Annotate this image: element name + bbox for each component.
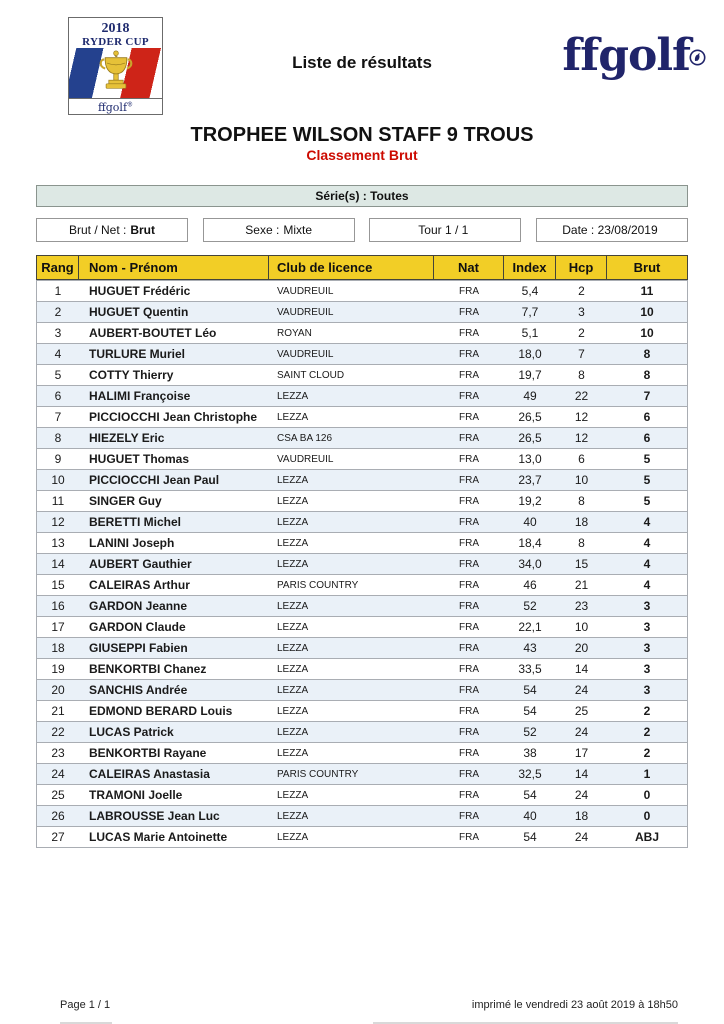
cell-index: 46: [523, 578, 537, 592]
table-row: [36, 532, 688, 554]
cell-nom: SINGER Guy: [89, 494, 162, 508]
cell-brut: 4: [643, 557, 651, 571]
filter-value: Brut: [130, 223, 156, 237]
filter-label: Sexe :: [245, 223, 280, 237]
ffgolf-logo-text: ffgolf: [562, 30, 690, 81]
table-row: [36, 658, 688, 680]
cell-club: VAUDREUIL: [277, 307, 334, 318]
cell-club: SAINT CLOUD: [277, 370, 345, 381]
cell-nom: PICCIOCCHI Jean Paul: [89, 473, 220, 487]
filter-box-brut-net: [36, 218, 188, 242]
cell-nat: FRA: [459, 601, 479, 612]
cell-brut: 6: [643, 431, 651, 445]
table-row: [36, 763, 688, 785]
cell-brut: 6: [643, 410, 651, 424]
cell-hcp: 7: [578, 347, 585, 361]
table-row: [36, 574, 688, 596]
cell-rang: 20: [51, 683, 65, 697]
cell-nat: FRA: [459, 769, 479, 780]
table-row: [36, 406, 688, 428]
cell-nom: SANCHIS Andrée: [89, 683, 188, 697]
cell-index: 32,5: [518, 767, 542, 781]
column-header-nom: Nom - Prénom: [79, 256, 269, 279]
cell-index: 34,0: [518, 557, 542, 571]
results-table-body: [36, 280, 688, 848]
cell-index: 7,7: [521, 305, 539, 319]
cell-nom: LABROUSSE Jean Luc: [89, 809, 220, 823]
ffgolf-brand-text: ffgolf: [97, 101, 128, 114]
cell-rang: 12: [51, 515, 65, 529]
cell-club: LEZZA: [277, 748, 309, 759]
cell-hcp: 8: [578, 536, 585, 550]
cell-brut: 0: [643, 809, 651, 823]
cell-nat: FRA: [459, 307, 479, 318]
cell-brut: 10: [640, 326, 654, 340]
cell-index: 54: [523, 830, 537, 844]
cell-nom: HIEZELY Eric: [89, 431, 165, 445]
registered-mark: ®: [127, 101, 134, 109]
cell-nat: FRA: [459, 433, 479, 444]
table-row: [36, 511, 688, 533]
cell-club: LEZZA: [277, 391, 309, 402]
cell-nat: FRA: [459, 517, 479, 528]
cell-rang: 25: [51, 788, 65, 802]
cell-rang: 11: [51, 494, 65, 508]
cell-hcp: 15: [574, 557, 589, 571]
filter-box-tour: [369, 218, 521, 242]
cell-hcp: 10: [574, 473, 589, 487]
cell-brut: 8: [643, 347, 651, 361]
cell-rang: 15: [51, 578, 65, 592]
cell-nom: BENKORTBI Rayane: [89, 746, 207, 760]
column-header-club: Club de licence: [269, 256, 434, 279]
cell-brut: 10: [640, 305, 654, 319]
filter-row: [36, 218, 688, 242]
cell-brut: 2: [643, 704, 651, 718]
cell-brut: 11: [640, 284, 654, 298]
cell-rang: 8: [54, 431, 62, 445]
cell-nom: BENKORTBI Chanez: [89, 662, 207, 676]
cell-nom: AUBERT-BOUTET Léo: [89, 326, 217, 340]
cell-hcp: 12: [574, 431, 589, 445]
cell-brut: 4: [643, 515, 651, 529]
cell-club: CSA BA 126: [277, 433, 333, 444]
cell-index: 54: [523, 683, 537, 697]
cell-index: 26,5: [518, 431, 542, 445]
column-header-brut: Brut: [633, 260, 661, 275]
cell-nom: HALIMI Françoise: [89, 389, 191, 403]
cell-nom: BERETTI Michel: [89, 515, 182, 529]
cell-index: 22,1: [518, 620, 542, 634]
cell-nat: FRA: [459, 475, 479, 486]
table-row: [36, 616, 688, 638]
cell-hcp: 8: [578, 368, 585, 382]
cell-nom: PICCIOCCHI Jean Christophe: [89, 410, 258, 424]
cell-nat: FRA: [459, 748, 479, 759]
cell-hcp: 18: [574, 515, 589, 529]
cell-hcp: 24: [574, 788, 589, 802]
cell-hcp: 3: [578, 305, 585, 319]
cell-nom: LANINI Joseph: [89, 536, 175, 550]
cell-index: 26,5: [518, 410, 542, 424]
cell-rang: 13: [51, 536, 65, 550]
cell-rang: 26: [51, 809, 65, 823]
series-bar: Série(s) : Toutes: [36, 185, 688, 207]
cell-index: 33,5: [518, 662, 542, 676]
table-row: [36, 679, 688, 701]
cell-nat: FRA: [459, 664, 479, 675]
cell-rang: 4: [54, 347, 62, 361]
table-row: [36, 742, 688, 764]
table-row: [36, 322, 688, 344]
cell-club: LEZZA: [277, 622, 309, 633]
cell-nat: FRA: [459, 832, 479, 843]
cell-index: 49: [523, 389, 537, 403]
tournament-subtitle: Classement Brut: [306, 147, 418, 163]
cell-nom: GARDON Jeanne: [89, 599, 188, 613]
cell-brut: 5: [643, 473, 651, 487]
cell-index: 40: [523, 809, 537, 823]
cell-rang: 27: [51, 830, 65, 844]
cell-hcp: 24: [574, 725, 589, 739]
cell-nat: FRA: [459, 412, 479, 423]
cell-club: VAUDREUIL: [277, 286, 334, 297]
cell-club: VAUDREUIL: [277, 454, 334, 465]
cell-nat: FRA: [459, 391, 479, 402]
cell-hcp: 24: [574, 683, 589, 697]
cell-club: LEZZA: [277, 727, 309, 738]
table-row: [36, 805, 688, 827]
cell-brut: 7: [643, 389, 651, 403]
ffgolf-logo: [562, 30, 690, 81]
table-row: [36, 427, 688, 449]
cell-club: LEZZA: [277, 706, 309, 717]
cell-club: LEZZA: [277, 643, 309, 654]
cell-rang: 23: [51, 746, 65, 760]
table-row: [36, 595, 688, 617]
cell-index: 18,4: [518, 536, 542, 550]
column-header-hcp: Hcp: [556, 256, 607, 279]
table-row: [36, 637, 688, 659]
cell-hcp: 20: [574, 641, 589, 655]
cell-rang: 3: [54, 326, 62, 340]
cell-club: LEZZA: [277, 601, 309, 612]
cell-rang: 14: [51, 557, 65, 571]
cell-nat: FRA: [459, 811, 479, 822]
cell-nom: EDMOND BERARD Louis: [89, 704, 233, 718]
cell-club: LEZZA: [277, 685, 309, 696]
table-row: [36, 364, 688, 386]
cell-club: PARIS COUNTRY: [277, 769, 359, 780]
table-row: [36, 553, 688, 575]
cell-club: LEZZA: [277, 664, 309, 675]
cell-nom: CALEIRAS Anastasia: [89, 767, 210, 781]
cell-club: LEZZA: [277, 832, 309, 843]
cell-hcp: 22: [574, 389, 589, 403]
cell-index: 54: [523, 788, 537, 802]
cell-rang: 17: [51, 620, 65, 634]
tournament-title: TROPHEE WILSON STAFF 9 TROUS: [190, 124, 534, 146]
table-row: [36, 490, 688, 512]
rooster-circle-icon: [689, 30, 706, 74]
cell-club: LEZZA: [277, 559, 309, 570]
cell-brut: 1: [643, 767, 651, 781]
document-title: Liste de résultats: [292, 53, 432, 72]
cell-nom: TURLURE Muriel: [89, 347, 185, 361]
cell-hcp: 21: [574, 578, 589, 592]
page-number: Page 1 / 1: [60, 999, 111, 1011]
cell-brut: 8: [643, 368, 651, 382]
cell-nat: FRA: [459, 496, 479, 507]
cell-hcp: 17: [574, 746, 589, 760]
cell-rang: 16: [51, 599, 65, 613]
cell-nat: FRA: [459, 643, 479, 654]
cell-club: VAUDREUIL: [277, 349, 334, 360]
cell-nom: HUGUET Quentin: [89, 305, 189, 319]
cell-hcp: 14: [574, 767, 589, 781]
cell-index: 43: [523, 641, 537, 655]
ryder-cup-year: 2018: [101, 21, 130, 36]
cell-hcp: 10: [574, 620, 589, 634]
cell-nat: FRA: [459, 727, 479, 738]
cell-index: 40: [523, 515, 537, 529]
cell-nom: HUGUET Frédéric: [89, 284, 191, 298]
cell-brut: 5: [643, 494, 651, 508]
cell-index: 13,0: [518, 452, 542, 466]
printed-stamp: imprimé le vendredi 23 août 2019 à 18h50: [471, 999, 678, 1011]
cell-hcp: 18: [574, 809, 589, 823]
cell-brut: 3: [643, 641, 651, 655]
cell-nom: GIUSEPPI Fabien: [89, 641, 188, 655]
cell-hcp: 2: [578, 326, 585, 340]
cell-index: 18,0: [518, 347, 542, 361]
cell-index: 23,7: [518, 473, 542, 487]
cell-brut: 3: [643, 620, 651, 634]
cell-nat: FRA: [459, 790, 479, 801]
cell-nat: FRA: [459, 454, 479, 465]
cell-nom: COTTY Thierry: [89, 368, 174, 382]
cell-nom: CALEIRAS Arthur: [89, 578, 190, 592]
filter-label: Tour 1 / 1: [418, 223, 469, 237]
filter-label: Brut / Net :: [68, 223, 127, 237]
cell-nat: FRA: [459, 559, 479, 570]
cell-club: LEZZA: [277, 475, 309, 486]
cell-nat: FRA: [459, 370, 479, 381]
cell-brut: 0: [643, 788, 651, 802]
table-row: [36, 385, 688, 407]
cell-club: LEZZA: [277, 790, 309, 801]
filter-box-date: [536, 218, 688, 242]
cell-rang: 1: [54, 284, 62, 298]
table-row: [36, 343, 688, 365]
table-row: [36, 469, 688, 491]
cell-club: LEZZA: [277, 517, 309, 528]
cell-nom: GARDON Claude: [89, 620, 186, 634]
filter-value: Mixte: [283, 223, 312, 237]
cell-index: 5,1: [521, 326, 539, 340]
cell-club: PARIS COUNTRY: [277, 580, 359, 591]
table-row: [36, 826, 688, 848]
cell-hcp: 6: [578, 452, 585, 466]
cell-club: LEZZA: [277, 496, 309, 507]
cell-hcp: 8: [578, 494, 585, 508]
cell-rang: 18: [51, 641, 65, 655]
document-header: [0, 0, 724, 120]
cell-brut: 5: [643, 452, 651, 466]
cell-rang: 10: [51, 473, 65, 487]
cell-nom: LUCAS Patrick: [89, 725, 174, 739]
ryder-cup-ffgolf-brand: [69, 98, 162, 117]
cell-nom: LUCAS Marie Antoinette: [89, 830, 228, 844]
cell-nom: TRAMONI Joelle: [89, 788, 183, 802]
filter-label: Date : 23/08/2019: [562, 223, 658, 237]
cell-index: 19,7: [518, 368, 542, 382]
cell-rang: 6: [54, 389, 62, 403]
ryder-cup-name: RYDER CUP: [82, 36, 149, 48]
cell-nat: FRA: [459, 286, 479, 297]
cell-nat: FRA: [459, 328, 479, 339]
cell-brut: 4: [643, 536, 651, 550]
cell-brut: 2: [643, 725, 651, 739]
table-row: [36, 700, 688, 722]
cell-brut: 3: [643, 662, 651, 676]
cell-rang: 22: [51, 725, 65, 739]
cell-rang: 7: [54, 410, 62, 424]
cell-club: LEZZA: [277, 538, 309, 549]
cell-brut: 3: [643, 683, 651, 697]
cell-brut: 2: [643, 746, 651, 760]
cell-nom: HUGUET Thomas: [89, 452, 190, 466]
column-header-index: Index: [504, 256, 556, 279]
cell-nom: AUBERT Gauthier: [89, 557, 192, 571]
table-row: [36, 721, 688, 743]
cell-nat: FRA: [459, 685, 479, 696]
filter-box-sexe: [203, 218, 355, 242]
column-header-nat: Nat: [434, 256, 504, 279]
cell-club: LEZZA: [277, 811, 309, 822]
cell-hcp: 14: [574, 662, 589, 676]
results-table-header: [36, 255, 688, 280]
cell-club: ROYAN: [277, 328, 312, 339]
cell-hcp: 12: [574, 410, 589, 424]
cell-rang: 2: [54, 305, 62, 319]
cell-rang: 19: [51, 662, 65, 676]
cell-brut: ABJ: [634, 830, 659, 844]
cell-rang: 21: [51, 704, 65, 718]
cell-nat: FRA: [459, 538, 479, 549]
cell-rang: 9: [54, 452, 62, 466]
cell-hcp: 24: [574, 830, 589, 844]
cell-index: 52: [523, 725, 537, 739]
table-row: [36, 301, 688, 323]
results-table: [36, 255, 688, 848]
cell-brut: 3: [643, 599, 651, 613]
cell-nat: FRA: [459, 706, 479, 717]
cell-hcp: 23: [574, 599, 589, 613]
cell-nat: FRA: [459, 349, 479, 360]
cell-index: 5,4: [521, 284, 539, 298]
table-row: [36, 784, 688, 806]
cell-club: LEZZA: [277, 412, 309, 423]
cell-nat: FRA: [459, 580, 479, 591]
column-header-rang: Rang: [37, 256, 79, 279]
cell-index: 38: [523, 746, 537, 760]
table-row: [36, 280, 688, 302]
cell-rang: 24: [51, 767, 65, 781]
cell-index: 19,2: [518, 494, 542, 508]
cell-rang: 5: [54, 368, 62, 382]
cell-brut: 4: [643, 578, 651, 592]
cell-hcp: 2: [578, 284, 585, 298]
cell-hcp: 25: [574, 704, 589, 718]
table-row: [36, 448, 688, 470]
cell-index: 54: [523, 704, 537, 718]
cell-nat: FRA: [459, 622, 479, 633]
cell-index: 52: [523, 599, 537, 613]
